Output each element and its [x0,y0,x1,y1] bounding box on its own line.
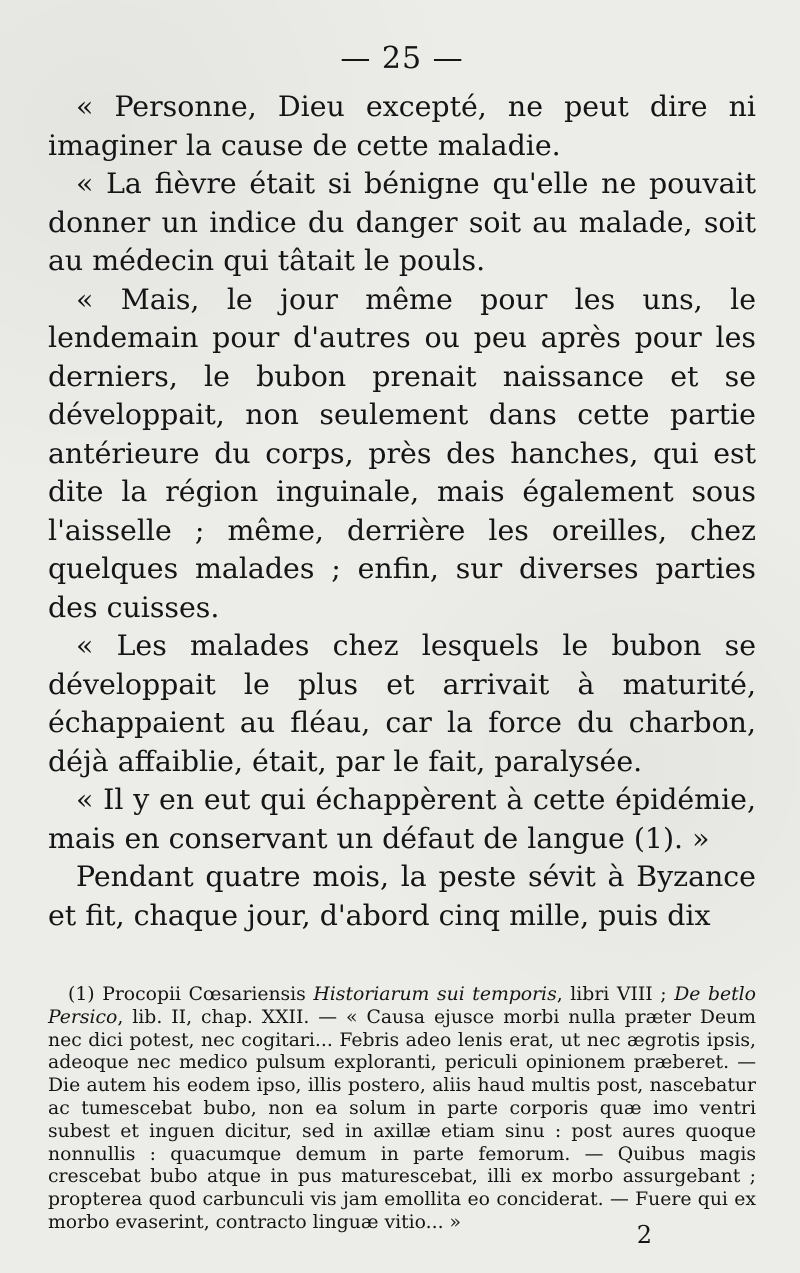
footnotes-section [48,984,756,1235]
signature-mark: 2 [636,1221,652,1249]
paragraph-3: « Mais, le jour même pour les uns, le lendemain pour d'autres ou peu après pour les derniers, le bubon prenait naissance et se développait, non seulement dans cette partie antérieure du corps, près des hanches, qui est dite la région inguinale, mais également sous l'aisselle ; même, derrière les oreilles, chez quelques malades ; enfin, sur diverses parties des cuisses. [48,282,756,624]
footnote-1-part-2: , libri VIII ; [556,984,675,1005]
paragraph-2: « La fièvre était si bénigne qu'elle ne pouvait donner un indice du danger soit au malade, soit au médecin qui tâtait le pouls. [48,167,756,277]
paragraph-6: Pendant quatre mois, la peste sévit à Byzance et fit, chaque jour, d'abord cinq mille, puis dix [48,860,756,932]
footnote-1-part-3: , lib. II, chap. XXII. — « Causa ejusce morbi nulla præter Deum nec dici potest, nec cogitari... Febris adeo lenis erat, ut nec ægrotis ipsis, adeoque nec medico pulsum exploranti, periculi opinionem præberet. — Die autem his eodem ipso, illis postero, aliis haud multis post, nascebatur ac tumescebat bubo, non ea solum in parte corporis quæ imo ventri subest et inguen dicitur, sed in axillæ etiam sinu : post aures quoque nonnullis : quacumque demum in parte femorum. — Quibus magis crescebat bubo atque in pus maturescebat, illi ex morbo assurgebant ; propterea quod carbunculi vis jam emollita eo conciderat. — Fuere qui ex morbo evaserint, contracto linguæ vitio... » [48,1006,756,1233]
footnote-1 [48,984,756,1235]
footnote-1-part-1: (1) Procopii Cœsariensis [68,984,314,1005]
paragraph-4: « Les malades chez lesquels le bubon se développait le plus et arrivait à maturité, échappaient au fléau, car la force du charbon, déjà affaiblie, était, par le fait, paralysée. [48,629,756,778]
page-number: — 25 — [340,41,464,76]
footnote-separator [48,969,756,970]
footnote-1-title-1: Historiarum sui temporis [313,984,557,1005]
paragraph-1: « Personne, Dieu excepté, ne peut dire ni imaginer la cause de cette maladie. [48,90,756,162]
footnote-1-title-2: De betlo Persico [48,984,756,1028]
paragraph-5: « Il y en eut qui échappèrent à cette épidémie, mais en conservant un défaut de langue (1). » [48,783,756,855]
main-text-body [48,88,756,935]
